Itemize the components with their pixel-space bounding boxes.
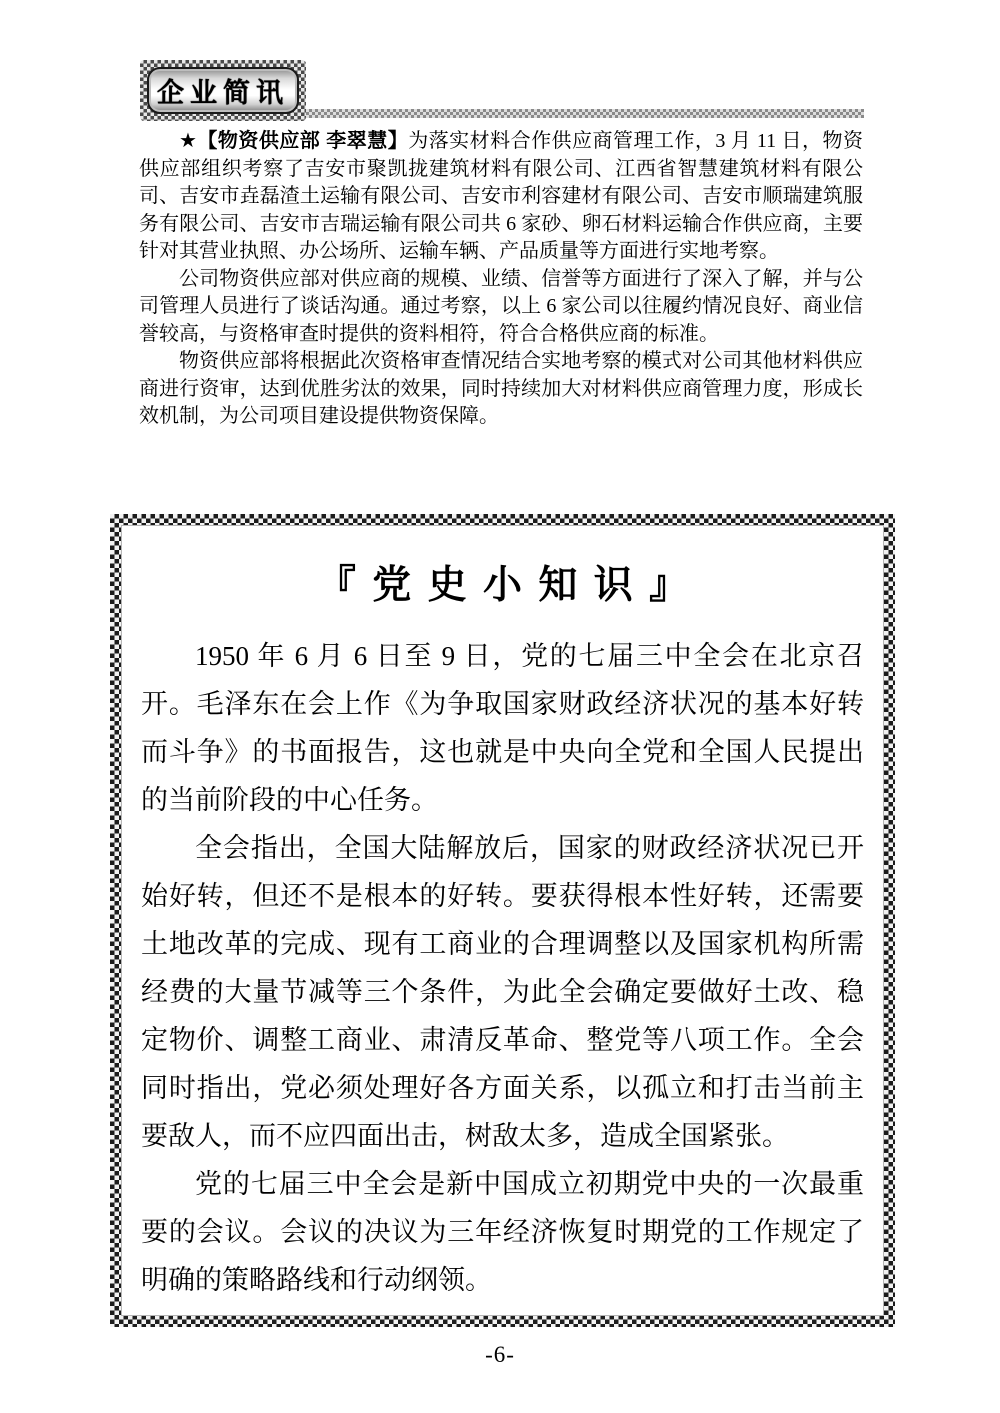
party-history-paragraph: 党的七届三中全会是新中国成立初期党中央的一次最重要的会议。会议的决议为三年经济恢复时期党的工作规定了明确的策略路线和行动纲领。 <box>141 1169 864 1295</box>
header-badge <box>147 67 299 114</box>
header-badge-label: 企业简讯 <box>157 78 289 108</box>
news-paragraph <box>139 266 863 349</box>
party-history-title: 『党史小知识』 <box>316 564 705 607</box>
header-rule-band <box>306 109 864 118</box>
news-paragraph-text: 物资供应部将根据此次资格审查情况结合实地考察的模式对公司其他材料供应商进行资审，达到优胜劣汰的效果，同时持续加大对材料供应商管理力度，形成长效机制，为公司项目建设提供物资保障。 <box>139 350 863 427</box>
news-paragraph <box>139 128 863 266</box>
news-section <box>139 128 863 431</box>
news-paragraph-text: 公司物资供应部对供应商的规模、业绩、信誉等方面进行了深入了解，并与公司管理人员进行了谈话沟通。通过考察，以上 6 家公司以往履约情况良好、商业信誉较高，与资格审查时提供的资料相符，符合合格供应商的标准。 <box>139 267 863 345</box>
party-history-paragraph: 1950 年 6 月 6 日至 9 日，党的七届三中全会在北京召开。毛泽东在会上作《为争取国家财政经济状况的基本好转而斗争》的书面报告，这也就是中央向全党和全国人民提出的当前阶段的中心任务。 <box>141 641 864 815</box>
party-history-box-border <box>110 514 895 1327</box>
header-badge-shadow-frame <box>140 60 306 121</box>
party-history-paragraph: 全会指出，全国大陆解放后，国家的财政经济状况已开始好转，但还不是根本的好转。要获得根本性好转，还需要土地改革的完成、现有工商业的合理调整以及国家机构所需经费的大量节减等三个条件，为此全会确定要做好土改、稳定物价、调整工商业、肃清反革命、整党等八项工作。全会同时指出，党必须处理好各方面关系，以孤立和打击当前主要敌人，而不应四面出击，树敌太多，造成全国紧张。 <box>141 833 864 1151</box>
party-history-body <box>141 632 864 1304</box>
header <box>140 60 864 121</box>
news-paragraph <box>139 348 863 431</box>
party-history-box <box>121 525 884 1316</box>
page-number: -6- <box>485 1342 515 1367</box>
news-paragraph-lead: ★【物资供应部 李翠慧】 <box>179 130 409 152</box>
news-paragraph-text: 为落实材料合作供应商管理工作，3 月 11 日，物资供应部组织考察了吉安市聚凯拢建筑材料有限公司、江西省智慧建筑材料有限公司、吉安市垚磊渣土运输有限公司、吉安市利容建材有限公司、吉安市顺瑞建筑服务有限公司、吉安市吉瑞运输有限公司共 6 家砂、卵石材料运输合作供应商，主要针对其营业执照、办公场所、运输车辆、产品质量等方面进行实地考察。 <box>139 130 863 262</box>
